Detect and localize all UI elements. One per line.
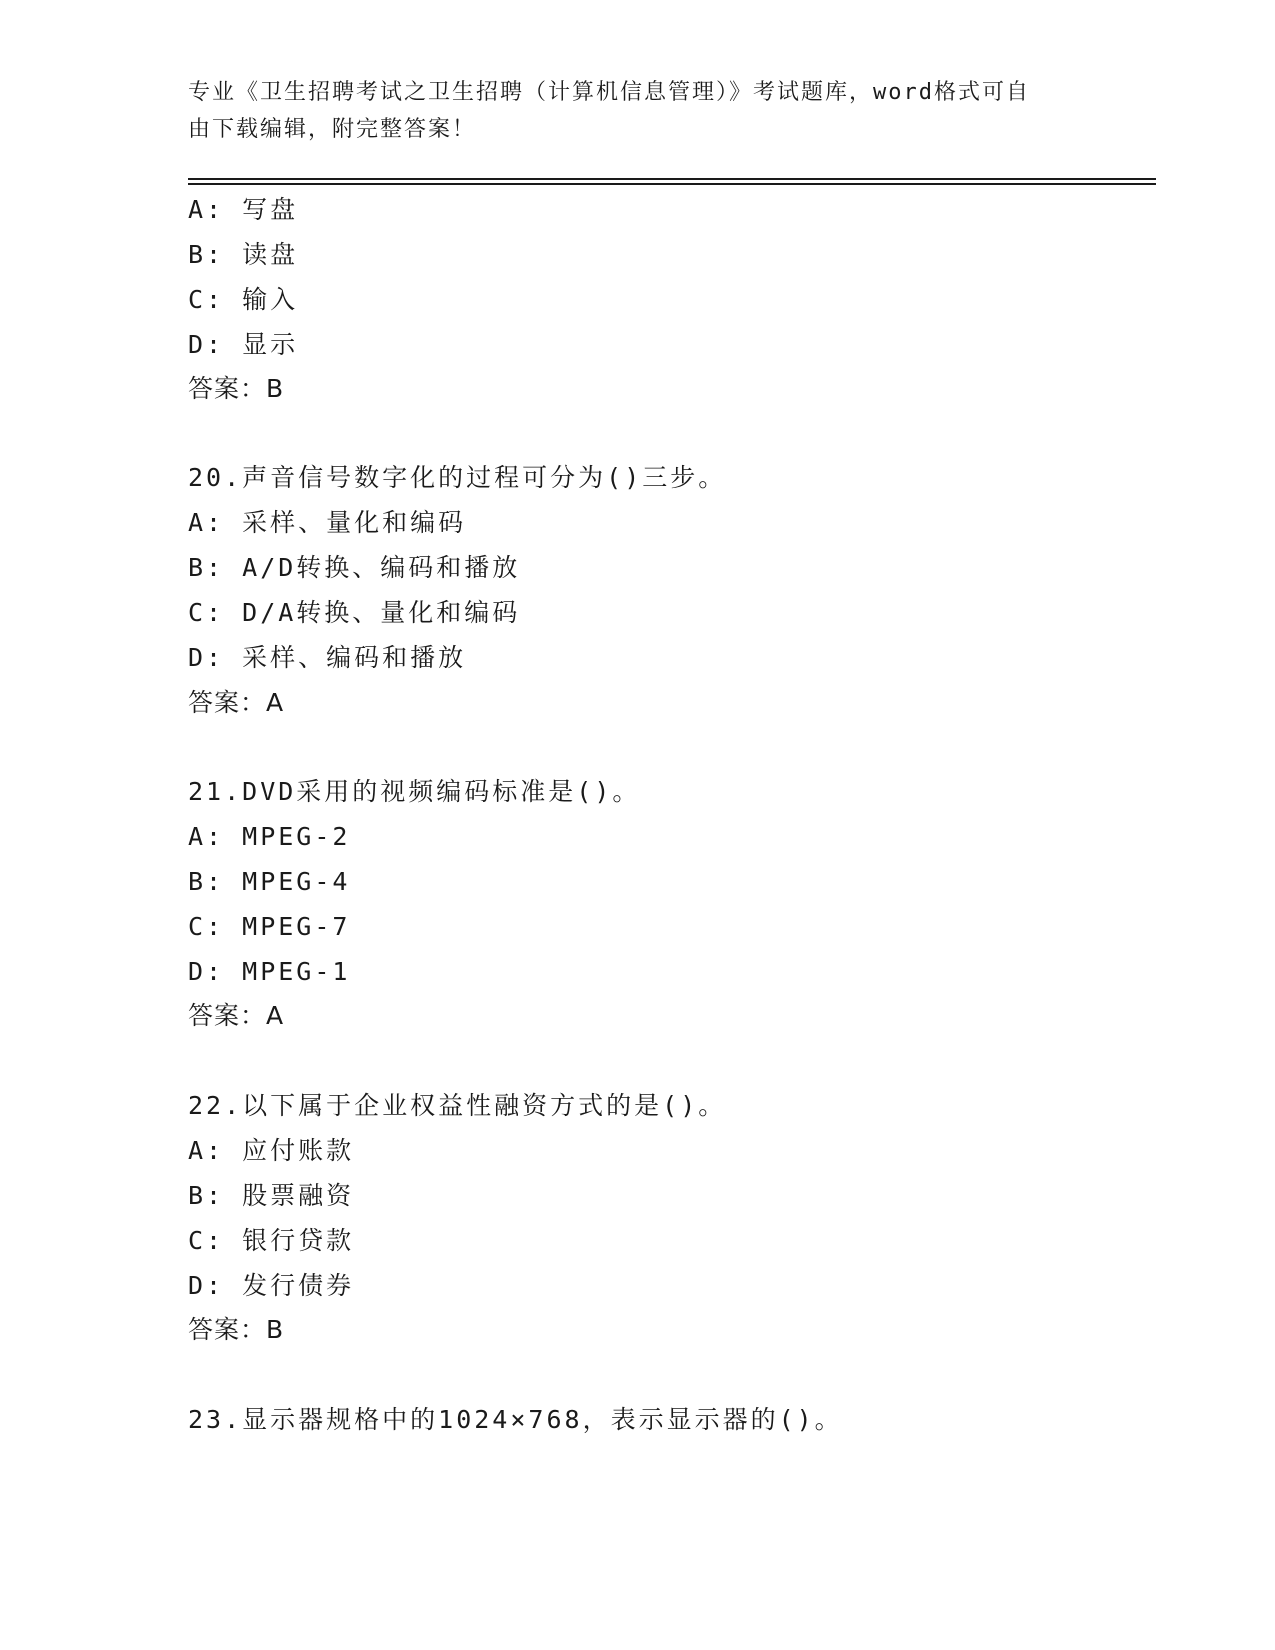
- q21-option-c: C: MPEG-7: [188, 912, 351, 941]
- q23-question: 23.显示器规格中的1024×768，表示显示器的()。: [188, 1405, 843, 1434]
- q20-option-b: B: A/D转换、编码和播放: [188, 553, 521, 582]
- q19-option-d: D: 显示: [188, 330, 299, 359]
- header-divider-bottom: [188, 183, 1156, 185]
- q19-option-a: A: 写盘: [188, 195, 299, 224]
- q21-option-a: A: MPEG-2: [188, 822, 351, 851]
- header-line-2: 由下载编辑，附完整答案！: [188, 117, 477, 142]
- q20-option-d: D: 采样、编码和播放: [188, 643, 467, 672]
- q20-question: 20.声音信号数字化的过程可分为()三步。: [188, 463, 727, 492]
- q19-option-c: C: 输入: [188, 285, 299, 314]
- q19-answer: 答案：B: [188, 374, 285, 403]
- q22-question: 22.以下属于企业权益性融资方式的是()。: [188, 1091, 727, 1120]
- q20-option-c: C: D/A转换、量化和编码: [188, 598, 521, 627]
- q22-option-c: C: 银行贷款: [188, 1226, 355, 1255]
- document-header: [188, 74, 1088, 148]
- header-divider-top: [188, 178, 1156, 180]
- q22-option-b: B: 股票融资: [188, 1181, 355, 1210]
- q20-answer: 答案：A: [188, 688, 285, 717]
- header-line-1: 专业《卫生招聘考试之卫生招聘（计算机信息管理）》考试题库，word格式可自: [188, 80, 1030, 105]
- q20-option-a: A: 采样、量化和编码: [188, 508, 467, 537]
- q21-question: 21.DVD采用的视频编码标准是()。: [188, 777, 641, 806]
- q19-option-b: B: 读盘: [188, 240, 299, 269]
- q22-option-a: A: 应付账款: [188, 1136, 355, 1165]
- q21-answer: 答案：A: [188, 1001, 285, 1030]
- q22-option-d: D: 发行债券: [188, 1271, 355, 1300]
- q21-option-b: B: MPEG-4: [188, 867, 351, 896]
- q22-answer: 答案：B: [188, 1315, 285, 1344]
- q21-option-d: D: MPEG-1: [188, 957, 351, 986]
